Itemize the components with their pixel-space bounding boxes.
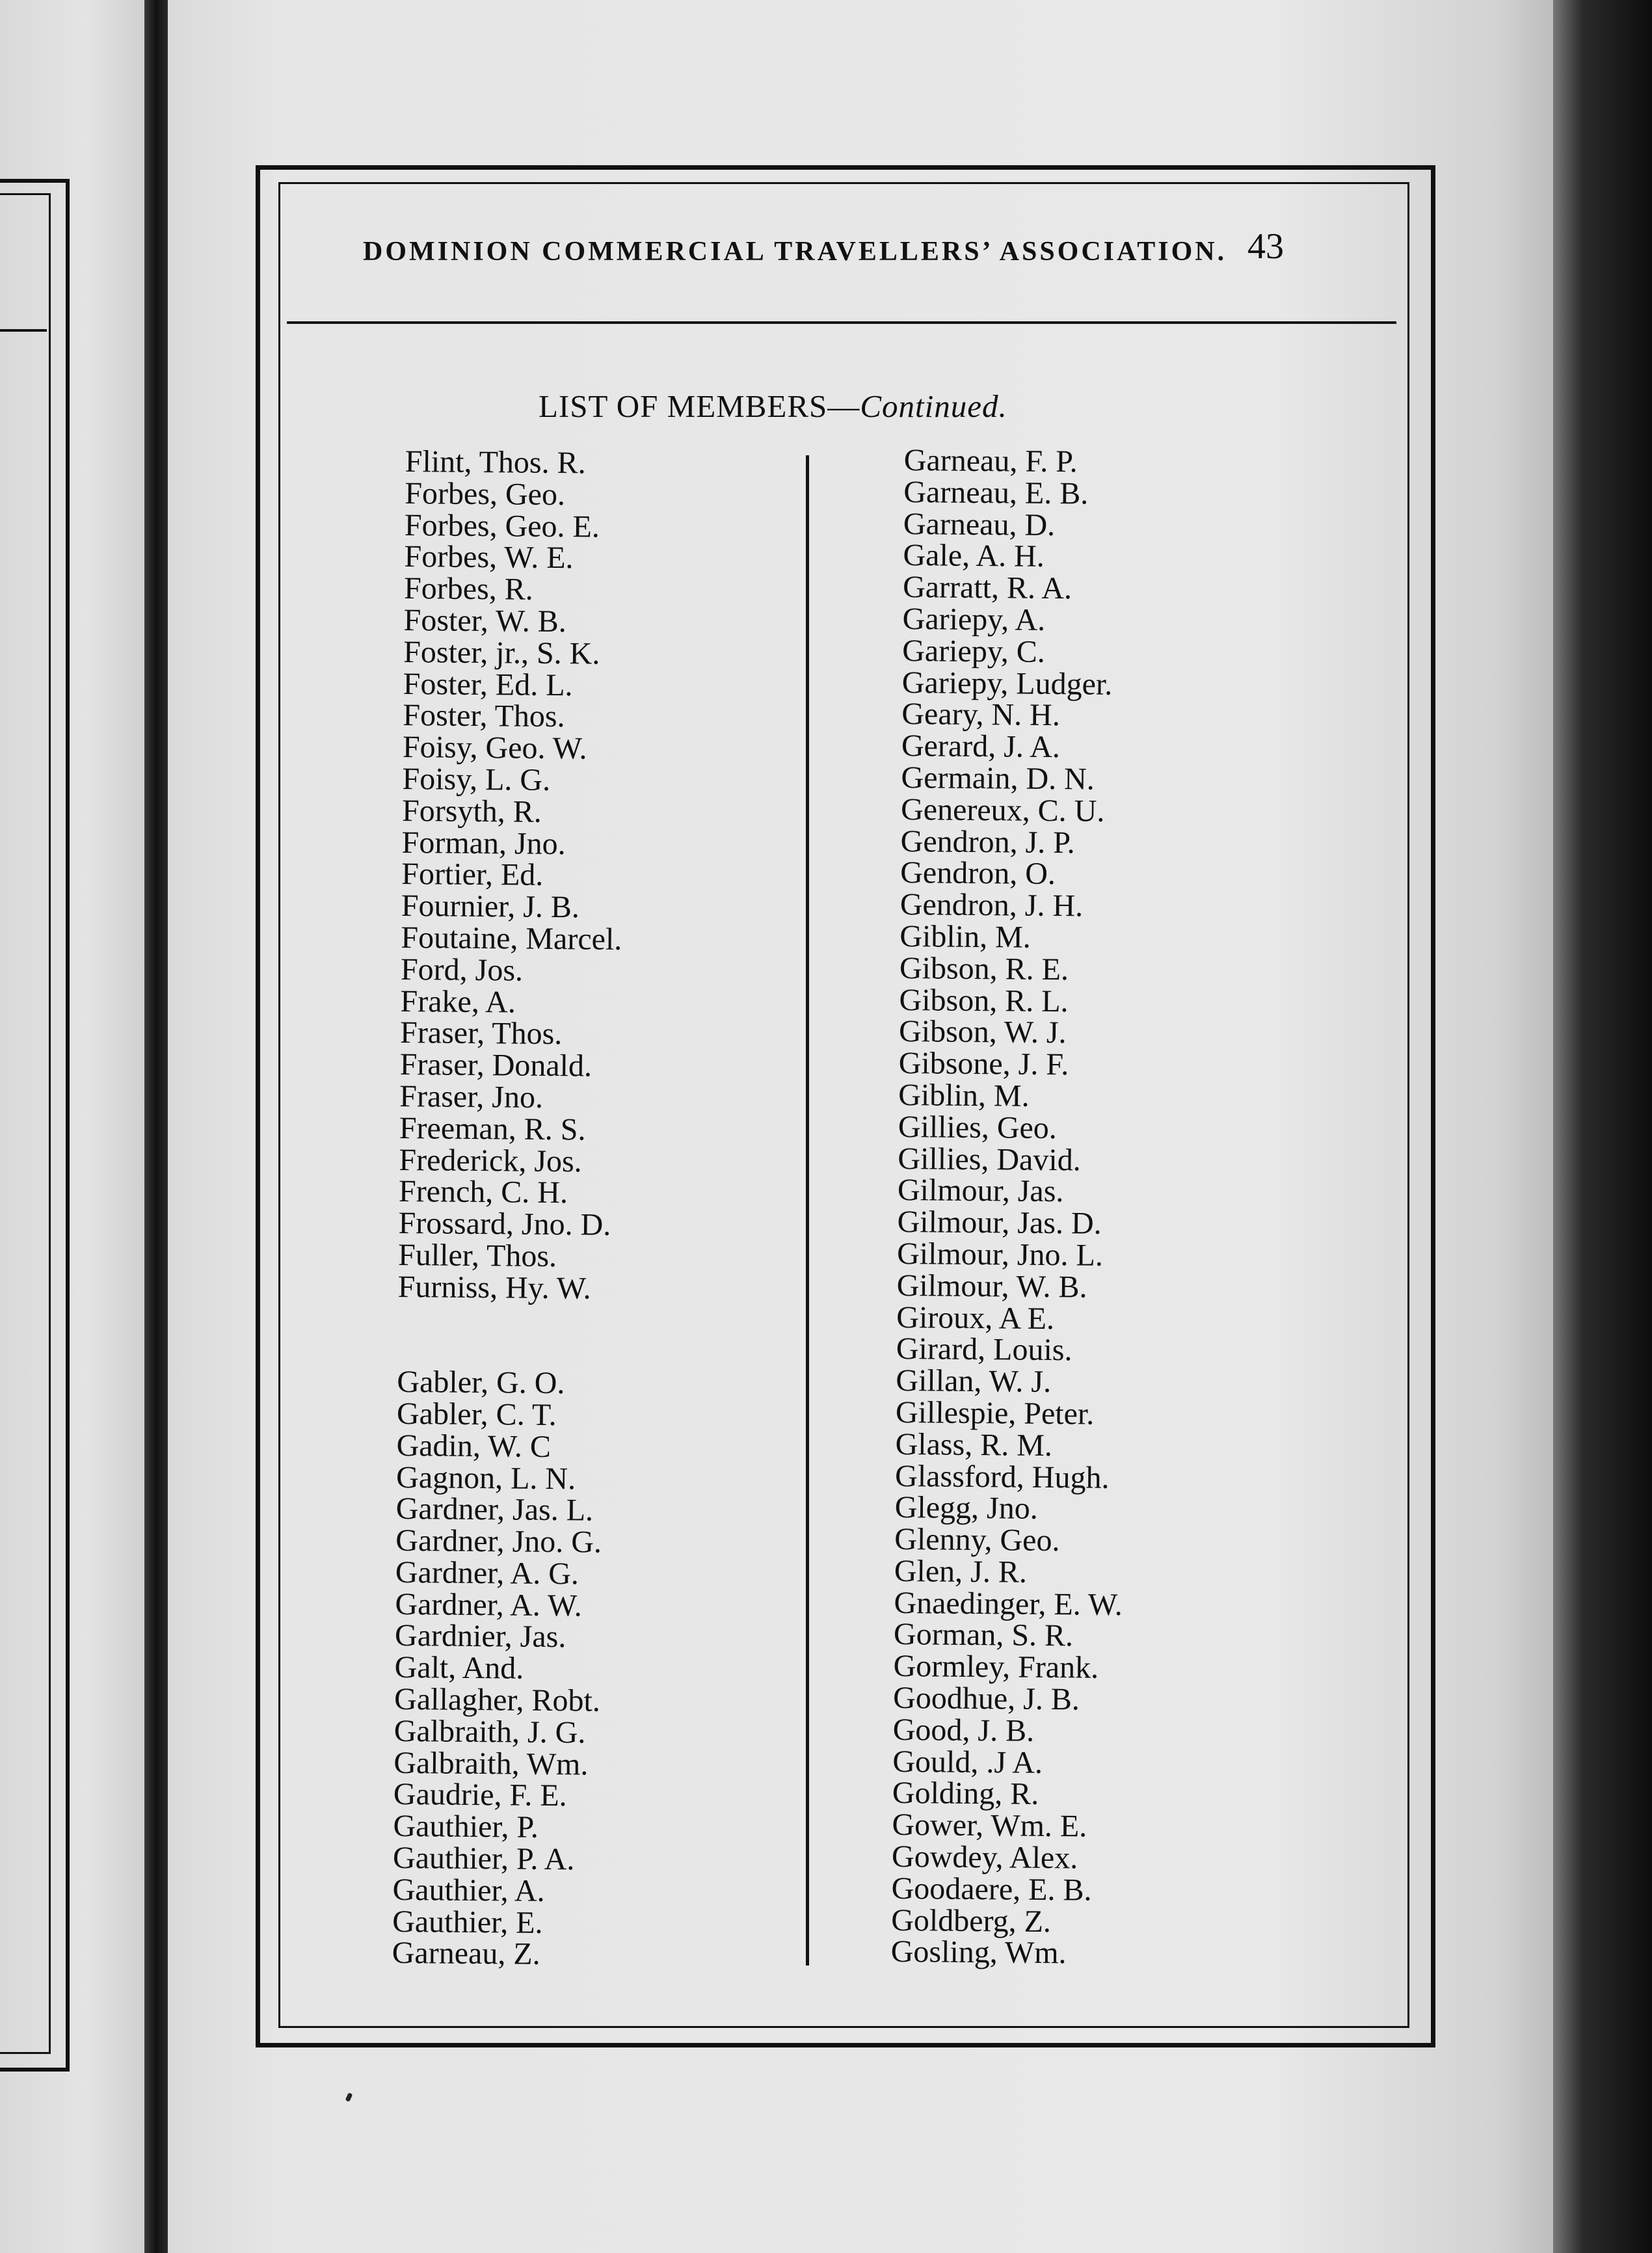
member-entry: Forbes, Geo. — [405, 475, 566, 512]
member-entry: Goodaere, E. B. — [891, 1871, 1092, 1908]
member-entry: Gilmour, Jas. D. — [897, 1205, 1102, 1241]
member-entry: Garneau, Z. — [392, 1936, 540, 1972]
member-entry: Gould, .J A. — [892, 1744, 1043, 1780]
member-entry: Glegg, Jno. — [894, 1490, 1038, 1526]
member-entry: Gardner, Jas. L. — [395, 1491, 594, 1528]
member-entry: Garneau, D. — [903, 506, 1056, 542]
member-entry: Foster, Ed. L. — [403, 666, 573, 702]
list-title-continued: Continued. — [860, 388, 1007, 424]
member-entry: Giblin, M. — [899, 918, 1031, 955]
member-entry: Gabler, C. T. — [396, 1396, 557, 1432]
member-entry: Garneau, F. P. — [903, 443, 1078, 479]
member-entry: Gilmour, Jno. L. — [896, 1236, 1104, 1273]
previous-page-rule — [0, 329, 47, 332]
member-entry: Glassford, Hugh. — [894, 1458, 1110, 1495]
member-entry: Gadin, W. C — [396, 1428, 552, 1464]
member-entry: Garratt, R. A. — [902, 570, 1072, 606]
list-title — [539, 388, 1007, 425]
member-entry: Good, J. B. — [892, 1712, 1035, 1748]
member-entry: Fournier, J. B. — [401, 888, 580, 925]
member-entry: Gale, A. H. — [903, 538, 1045, 574]
previous-page-fragment — [0, 0, 144, 2253]
member-entry: Forman, Jno. — [401, 825, 566, 861]
member-entry: Gnaedinger, E. W. — [894, 1585, 1123, 1622]
member-entry: Gilmour, Jas. — [897, 1173, 1064, 1209]
member-entry: Gabler, G. O. — [397, 1365, 565, 1401]
member-entry: Glenny, Geo. — [894, 1522, 1060, 1558]
member-entry: Forbes, W. E. — [404, 539, 574, 576]
member-entry: Giroux, A E. — [896, 1300, 1055, 1336]
member-entry: Fraser, Donald. — [399, 1047, 593, 1084]
member-entry: Gorman, S. R. — [893, 1617, 1074, 1653]
member-entry: Glass, R. M. — [895, 1426, 1053, 1463]
member-entry: Geary, N. H. — [901, 697, 1061, 733]
member-entry: Gardner, A. G. — [395, 1554, 580, 1592]
member-entry: French, C. H. — [398, 1174, 568, 1210]
member-entry: Gardnier, Jas. — [394, 1618, 566, 1655]
member-entry: Gendron, J. P. — [900, 823, 1075, 860]
member-entry: Girard, Louis. — [896, 1331, 1072, 1368]
previous-page-inner-border — [0, 193, 51, 2054]
member-entry: Gardner, A. W. — [395, 1586, 583, 1623]
member-entry: Gaudrie, F. E. — [393, 1777, 567, 1813]
member-entry: Gendron, O. — [900, 855, 1056, 892]
column-divider — [806, 455, 809, 1966]
member-entry: Gosling, Wm. — [890, 1934, 1067, 1971]
member-entry: Frake, A. — [400, 983, 516, 1020]
member-entry: Gagnon, L. N. — [395, 1460, 576, 1496]
member-entry: Gariepy, A. — [902, 601, 1046, 637]
member-entry: Frossard, Jno. D. — [398, 1206, 611, 1242]
member-entry: Galbraith, Wm. — [393, 1745, 589, 1782]
member-entry: Fortier, Ed. — [401, 857, 544, 893]
member-entry: Golding, R. — [892, 1776, 1039, 1812]
member-entry: Fraser, Thos. — [399, 1015, 563, 1052]
member-entry: Gillies, Geo. — [898, 1109, 1058, 1145]
list-title-main: LIST OF MEMBERS— — [539, 388, 860, 424]
member-entry: Gariepy, Ludger. — [901, 665, 1113, 702]
page-number: 43 — [1247, 226, 1284, 267]
member-entry: Gariepy, C. — [902, 633, 1045, 669]
book-gutter — [144, 0, 168, 2253]
member-entry: Forbes, R. — [403, 571, 534, 607]
member-entry: Gauthier, P. A. — [392, 1840, 575, 1877]
member-entry: Gendron, J. H. — [899, 887, 1084, 924]
member-entry: Furniss, Hy. W. — [397, 1269, 591, 1306]
member-entry: Gormley, Frank. — [893, 1649, 1099, 1685]
member-entry: Gauthier, A. — [392, 1872, 545, 1908]
member-entry: Forsyth, R. — [401, 793, 542, 829]
member-entry: Galt, And. — [394, 1650, 524, 1686]
ink-speck — [345, 2092, 353, 2102]
member-entry: Gerard, J. A. — [901, 728, 1061, 765]
member-entry: Gibson, R. L. — [899, 982, 1069, 1019]
member-entry: Germain, D. N. — [901, 760, 1095, 797]
member-entry: Frederick, Jos. — [399, 1142, 582, 1179]
member-entry: Gauthier, E. — [392, 1904, 543, 1940]
member-entry: Gauthier, P. — [393, 1809, 539, 1845]
member-entry: Gillespie, Peter. — [895, 1394, 1095, 1432]
member-entry: Gallagher, Robt. — [393, 1682, 601, 1718]
member-entry: Freeman, R. S. — [399, 1110, 586, 1147]
member-entry: Ford, Jos. — [400, 952, 524, 988]
member-entry: Flint, Thos. R. — [405, 444, 586, 481]
member-entry: Foster, W. B. — [403, 602, 567, 639]
member-entry: Garneau, E. B. — [903, 474, 1089, 511]
page-edge-shadow — [1553, 0, 1652, 2253]
member-entry: Gardner, Jno. G. — [395, 1523, 602, 1560]
member-entry: Gibson, W. J. — [898, 1014, 1067, 1050]
member-list-right — [891, 445, 1133, 1970]
member-entry: Fraser, Jno. — [399, 1078, 544, 1115]
member-entry: Gibsone, J. F. — [898, 1046, 1069, 1082]
member-entry: Galbraith, J. G. — [393, 1713, 586, 1750]
member-entry: Foisy, Geo. W. — [402, 730, 587, 766]
member-entry: Forbes, Geo. E. — [404, 507, 600, 544]
member-entry: Gillan, W. J. — [896, 1363, 1052, 1400]
member-entry: Fuller, Thos. — [397, 1237, 557, 1274]
member-list-left — [392, 446, 626, 1971]
member-entry: Genereux, C. U. — [900, 792, 1105, 829]
member-entry: Gowdey, Alex. — [891, 1839, 1078, 1876]
member-entry: Gower, Wm. E. — [892, 1807, 1087, 1844]
member-entry: Goldberg, Z. — [890, 1902, 1052, 1939]
member-entry: Foster, Thos. — [403, 698, 565, 734]
member-entry: Foster, jr., S. K. — [403, 634, 600, 671]
member-entry: Gibson, R. E. — [899, 950, 1069, 987]
member-entry: Foutaine, Marcel. — [401, 920, 622, 957]
header-rule — [287, 321, 1396, 324]
member-entry: Goodhue, J. B. — [892, 1681, 1080, 1717]
member-entry: Glen, J. R. — [894, 1553, 1028, 1590]
member-entry: Foisy, L. G. — [402, 761, 551, 797]
page — [168, 0, 1553, 2253]
member-entry: Gillies, David. — [898, 1141, 1081, 1177]
member-entry: Gilmour, W. B. — [896, 1268, 1087, 1305]
member-entry: Giblin, M. — [898, 1077, 1030, 1113]
running-title: DOMINION COMMERCIAL TRAVELLERS’ ASSOCIATION. — [363, 237, 1227, 267]
